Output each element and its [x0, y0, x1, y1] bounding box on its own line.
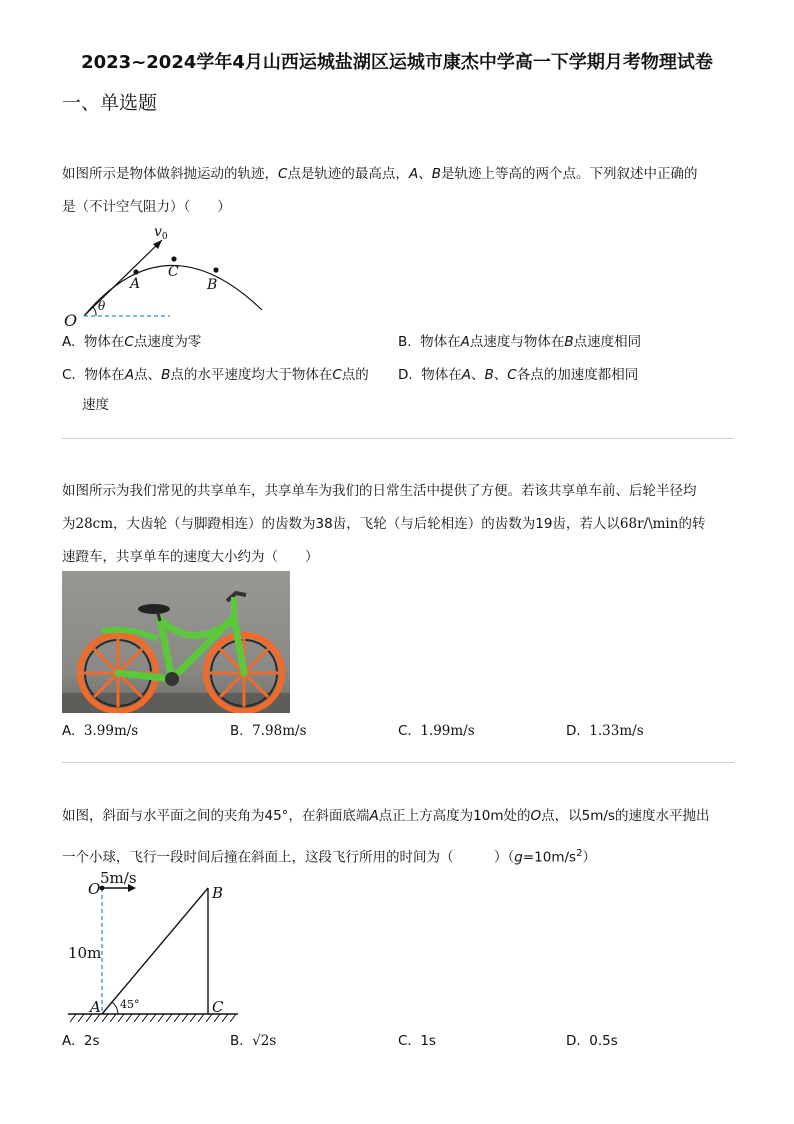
point-c-dot [171, 256, 176, 261]
q2-option-b[interactable]: B. 7.98m/s [230, 723, 307, 739]
page-title: 2023~2024学年4月山西运城盐湖区运城市康杰中学高一下学期月考物理试卷 [81, 52, 713, 73]
divider-1 [62, 438, 734, 439]
question-2-stem: 如图所示为我们常见的共享单车，共享单车为我们的日常生活中提供了方便。若该共享单车前、后轮半径均 为28cm，大齿轮（与脚蹬相连）的齿数为38齿，飞轮（与后轮相连）的齿数为19齿，若人以68r/\min的转 速蹬车，共享单车的速度大小约为（ ） [62, 483, 706, 565]
point-b-label: B [212, 884, 224, 902]
point-a-label: A [90, 998, 101, 1016]
projectile-trajectory-figure [60, 222, 270, 330]
height-label: 10m [68, 944, 102, 962]
incline-line [102, 888, 208, 1014]
theta-arc [93, 307, 96, 316]
point-c-label: C [212, 998, 224, 1016]
origin-o-label: O [64, 311, 78, 330]
q3-option-a[interactable]: A. 2s [62, 1033, 100, 1049]
q2-option-d[interactable]: D. 1.33m/s [566, 723, 644, 739]
point-b-dot [213, 267, 218, 272]
shared-bike-photo [62, 571, 290, 713]
q3-option-d[interactable]: D. 0.5s [566, 1033, 618, 1049]
point-c-label: C [168, 264, 179, 280]
question-3-stem: 如图，斜面与水平面之间的夹角为45°，在斜面底端A点正上方高度为10m处的O点，以5m/s的速度水平抛出 一个小球，飞行一段时间后撞在斜面上，这段飞行所用的时间为（ ）$(g=10m/s^2)$ [62, 808, 710, 866]
incline-projectile-figure [62, 868, 242, 1028]
q1-option-b[interactable]: B. 物体在A点速度与物体在B点速度相同 [398, 334, 642, 350]
q1-option-c[interactable]: C. 物体在A点、B点的水平速度均大于物体在C点的 速度 [62, 367, 369, 413]
q3-option-b[interactable]: B. √2s [230, 1033, 277, 1049]
point-a-dot [133, 269, 138, 274]
angle-label: 45° [120, 998, 140, 1011]
point-o-label: O [88, 880, 101, 898]
point-b-label: B [207, 277, 218, 293]
point-a-label: A [130, 276, 141, 292]
v0-label: $v_0$ [154, 224, 168, 242]
bike-seat [138, 604, 170, 614]
q1-option-d[interactable]: D. 物体在A、B、C各点的加速度都相同 [398, 367, 639, 383]
speed-label: 5m/s [100, 869, 137, 887]
q2-option-a[interactable]: A. 3.99m/s [62, 723, 139, 739]
section-heading: 一、单选题 [62, 92, 158, 114]
velocity-arrow [84, 240, 162, 316]
theta-label: θ [98, 299, 106, 313]
q2-option-c[interactable]: C. 1.99m/s [398, 723, 475, 739]
divider-2 [62, 762, 734, 763]
q3-option-c[interactable]: C. 1s [398, 1033, 436, 1049]
question-1-stem: 如图所示是物体做斜抛运动的轨迹，C点是轨迹的最高点，A、B是轨迹上等高的两个点。下列叙述中正确的 是（不计空气阻力）（ ） [62, 166, 698, 215]
q1-option-a[interactable]: A. 物体在C点速度为零 [62, 334, 202, 350]
